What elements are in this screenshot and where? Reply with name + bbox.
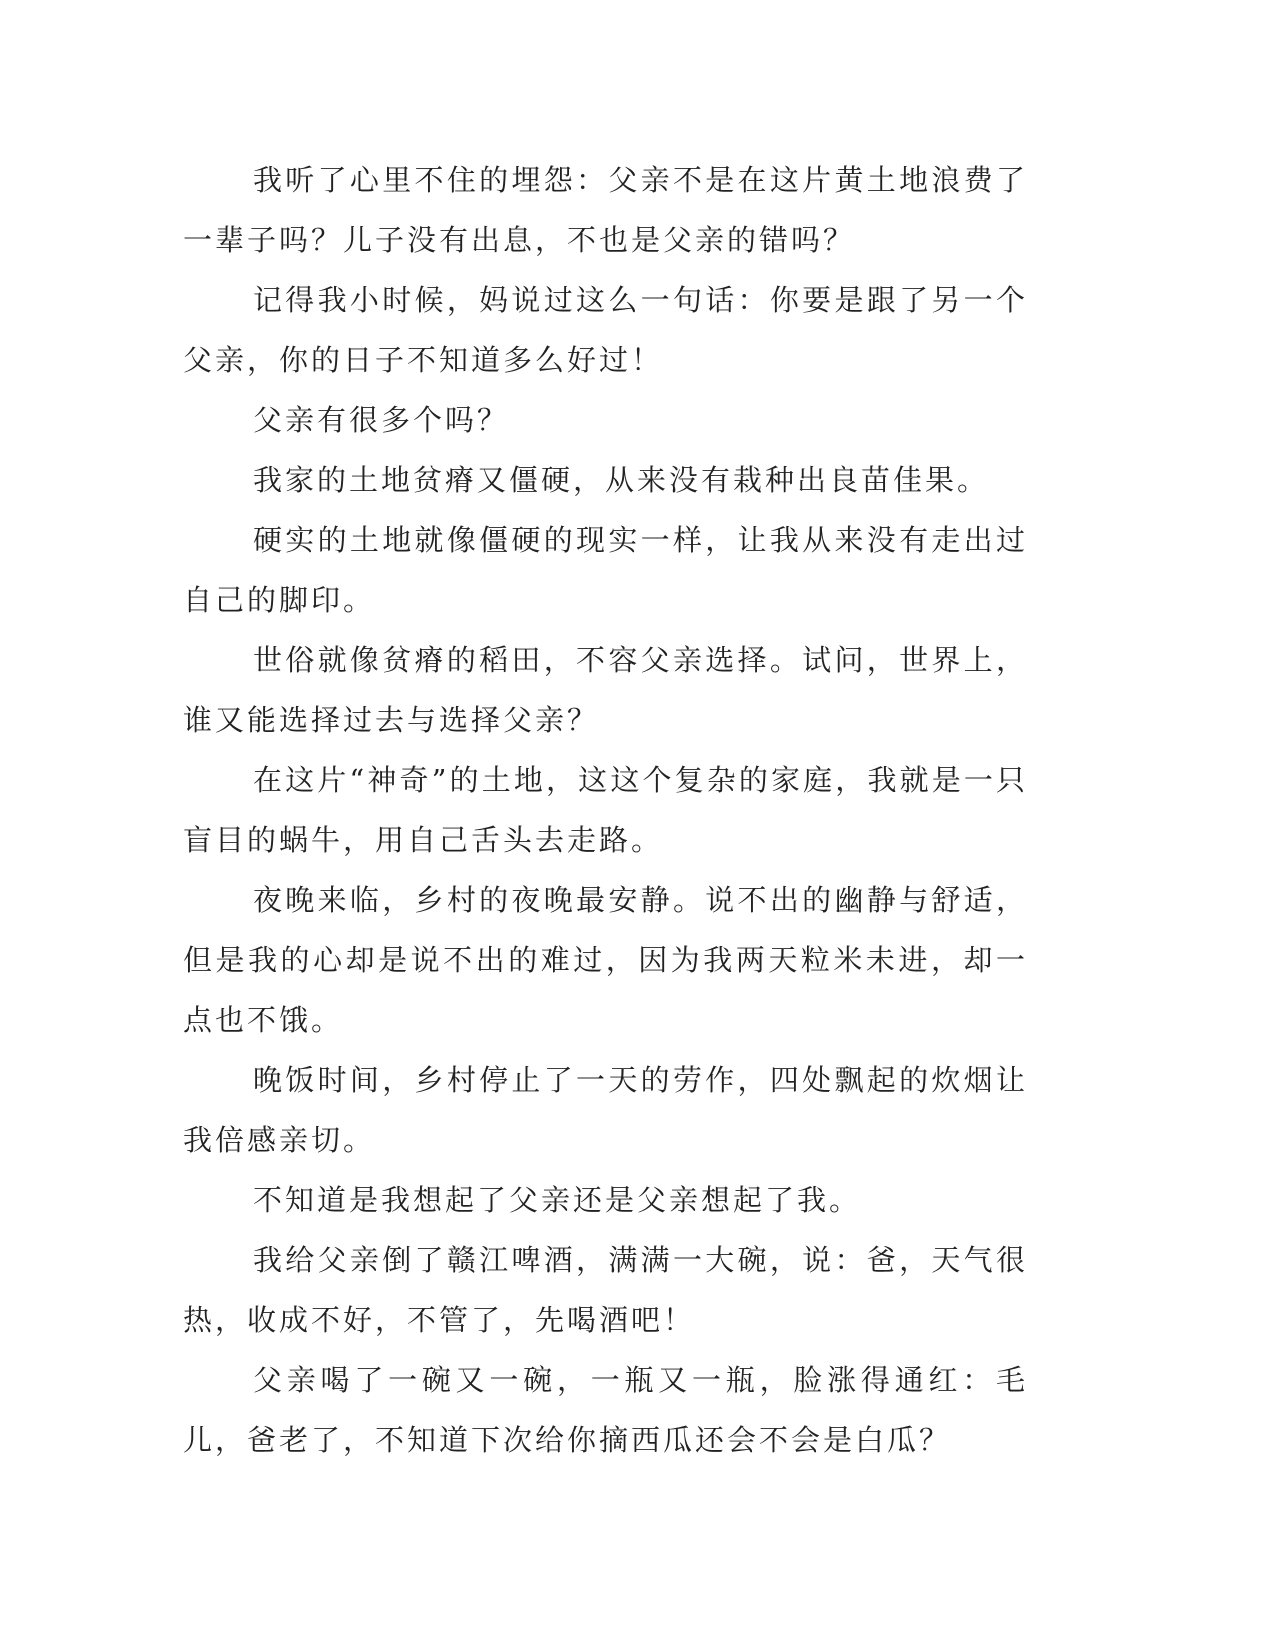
body-text — [183, 150, 1028, 1470]
paragraph: 记得我小时候，妈说过这么一句话：你要是跟了另一个父亲，你的日子不知道多么好过！ — [183, 283, 1028, 377]
paragraph: 世俗就像贫瘠的稻田，不容父亲选择。试问，世界上，谁又能选择过去与选择父亲？ — [183, 643, 1028, 737]
paragraph: 我给父亲倒了赣江啤酒，满满一大碗，说：爸，天气很热，收成不好，不管了，先喝酒吧！ — [183, 1243, 1028, 1337]
paragraph: 夜晚来临，乡村的夜晚最安静。说不出的幽静与舒适，但是我的心却是说不出的难过，因为我两天粒米未进，却一点也不饿。 — [183, 883, 1028, 1037]
paragraph: 父亲喝了一碗又一碗，一瓶又一瓶，脸涨得通红：毛儿，爸老了，不知道下次给你摘西瓜还会不会是白瓜？ — [183, 1363, 1028, 1457]
paragraph: 在这片“神奇”的土地，这这个复杂的家庭，我就是一只盲目的蜗牛，用自己舌头去走路。 — [183, 763, 1028, 857]
paragraph: 不知道是我想起了父亲还是父亲想起了我。 — [253, 1183, 862, 1217]
paragraph: 我家的土地贫瘠又僵硬，从来没有栽种出良苗佳果。 — [253, 463, 990, 497]
paragraph: 父亲有很多个吗？ — [253, 403, 510, 437]
paragraph: 晚饭时间，乡村停止了一天的劳作，四处飘起的炊烟让我倍感亲切。 — [183, 1063, 1028, 1157]
paragraph: 硬实的土地就像僵硬的现实一样，让我从来没有走出过自己的脚印。 — [183, 523, 1028, 617]
paragraph: 我听了心里不住的埋怨：父亲不是在这片黄土地浪费了一辈子吗？儿子没有出息，不也是父亲的错吗？ — [183, 163, 1028, 257]
